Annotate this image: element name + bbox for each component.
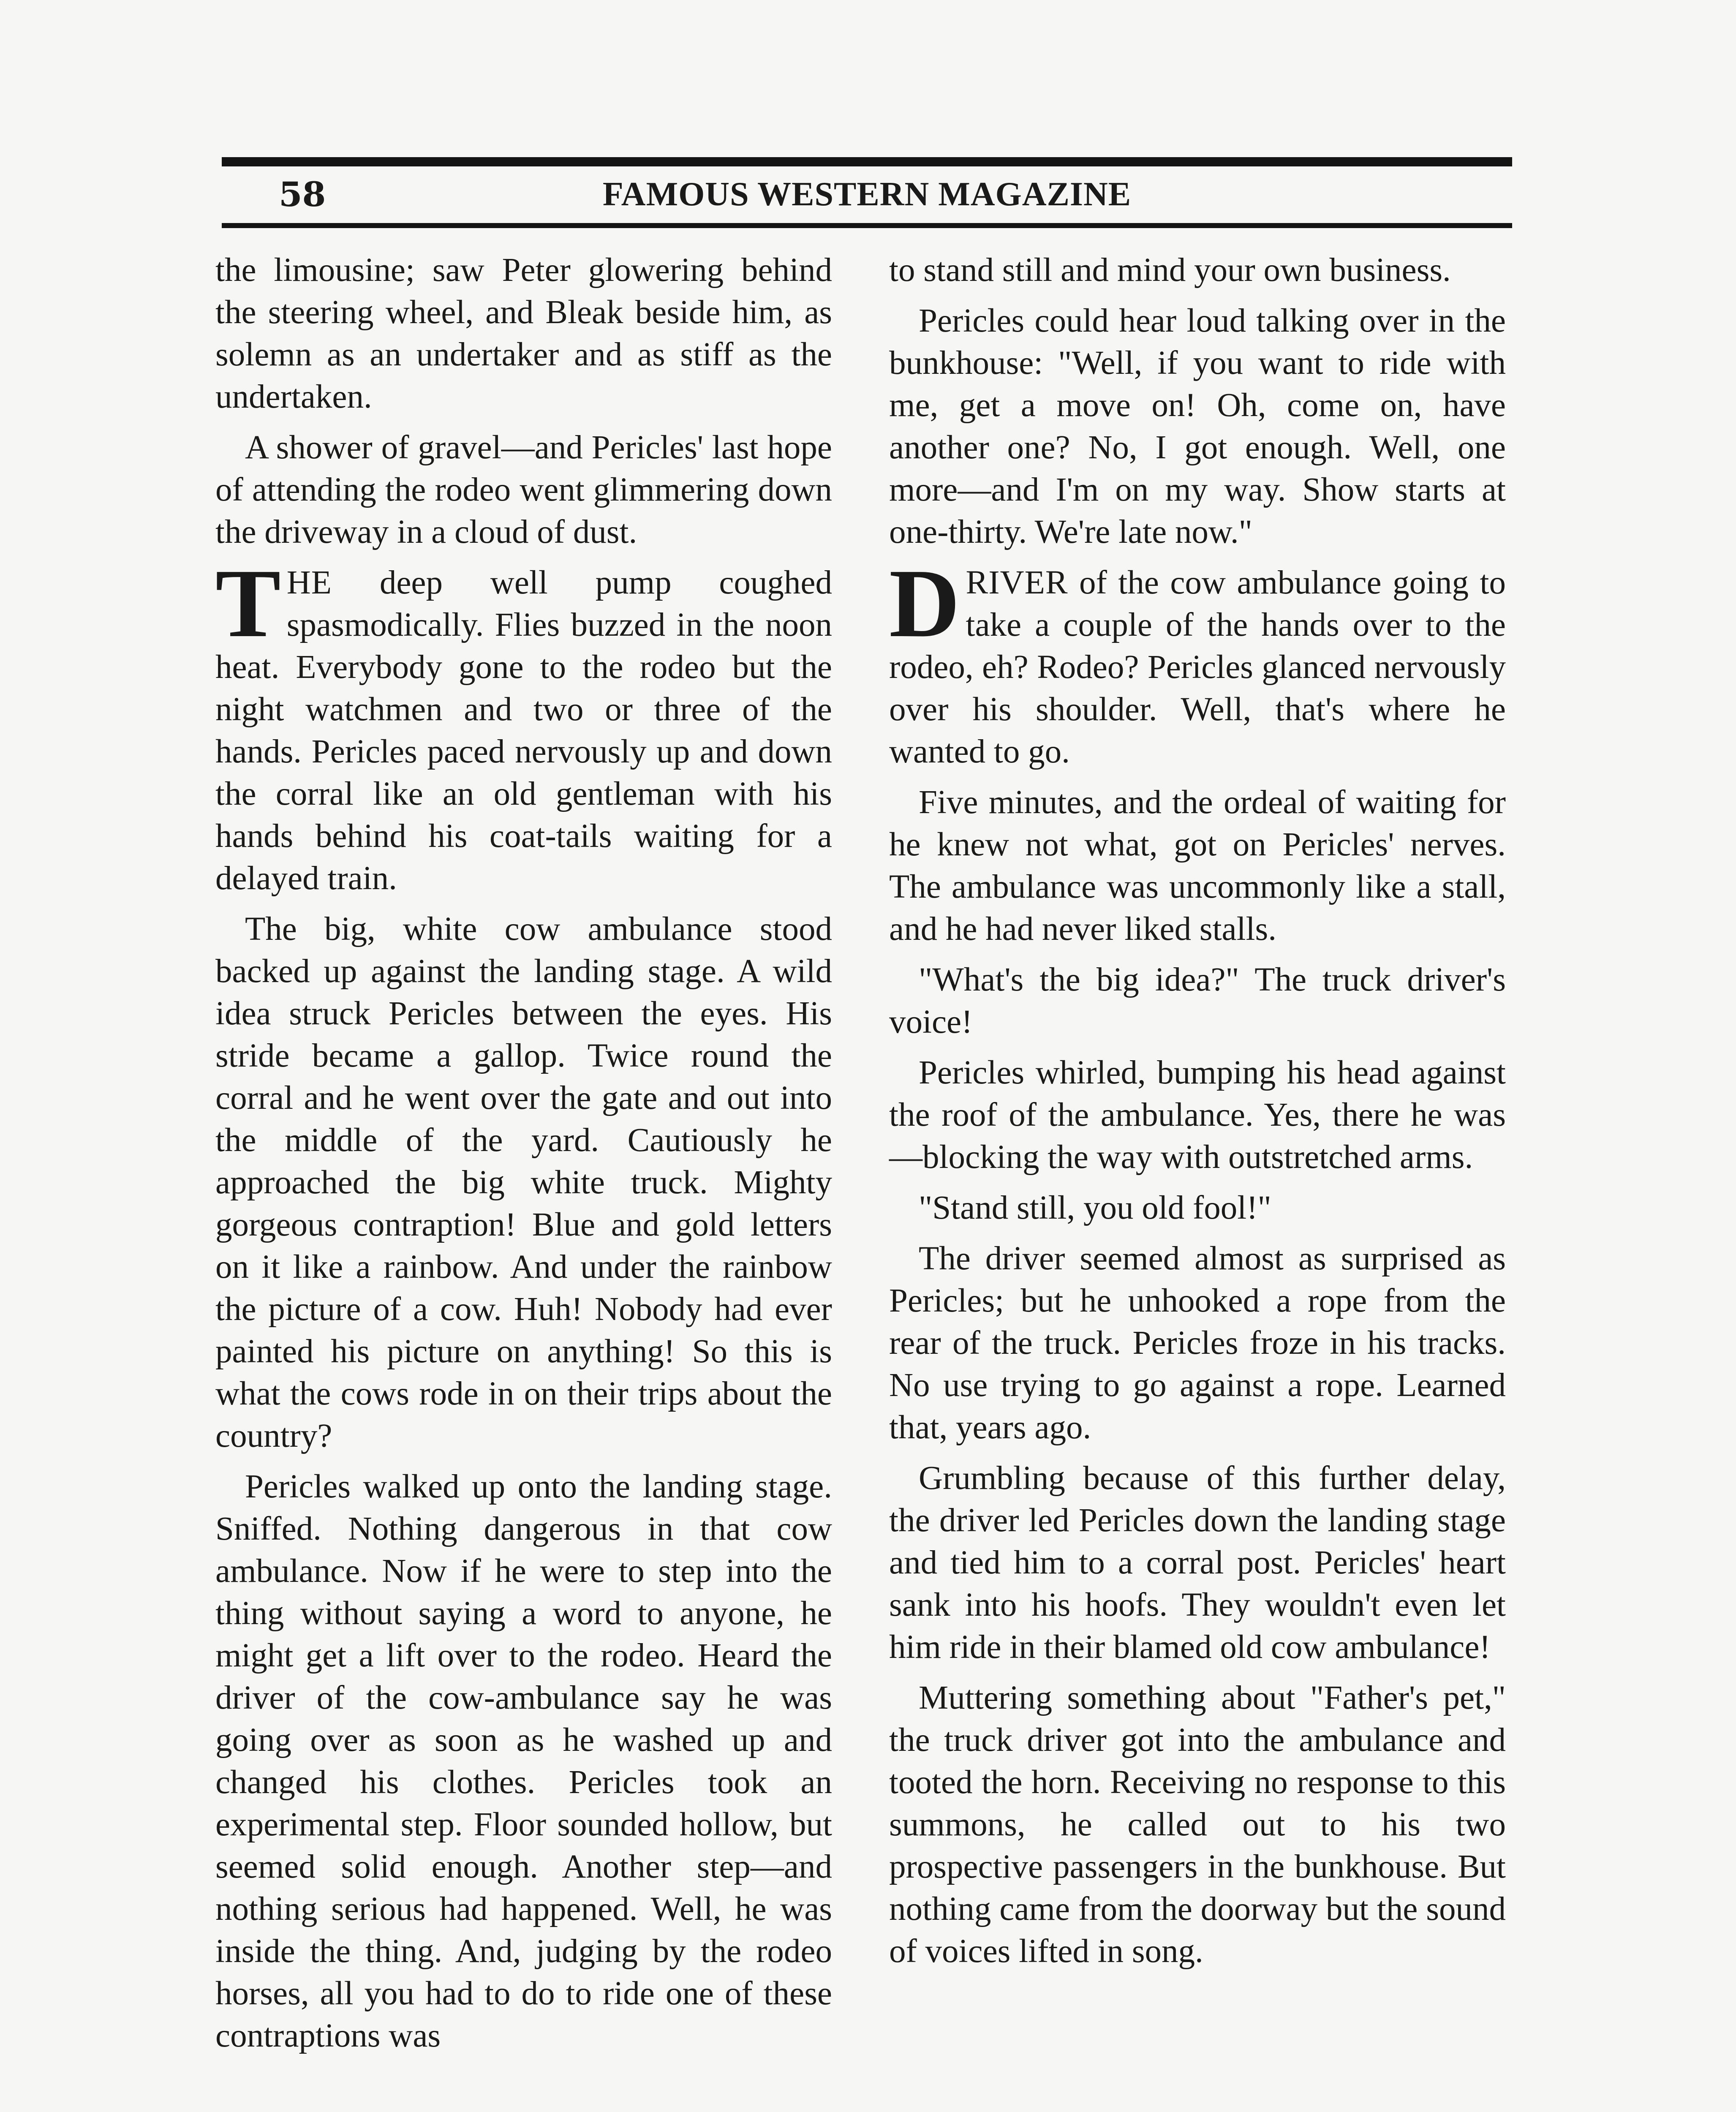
paragraph: to stand still and mind your own business. [889, 252, 1451, 288]
paragraph-dropcap [215, 549, 832, 900]
paragraph-text: deep well pump coughed spasmodically. Flies buzzed in the noon heat. Everybody gone to the rodeo but the night watchmen and two or three of the hands. Pericles paced nervously up and down the corral like an old gentleman with his hands behind his coat-tails waiting for a delayed train. [215, 564, 832, 897]
paragraph: "What's the big idea?" The truck driver's voice! [889, 961, 1506, 1040]
paragraph: The driver seemed almost as surprised as Pericles; but he unhooked a rope from the rear of the truck. Pericles froze in his tracks. No use trying to go against a rope. Learned that, years ago. [889, 1240, 1506, 1446]
paragraph: the limousine; saw Peter glowering behind the steering wheel, and Bleak beside him, as solemn as an undertaker and as stiff as the undertaken. [215, 252, 832, 415]
small-caps-lead: RIVER [966, 564, 1068, 601]
paragraph: "Stand still, you old fool!" [919, 1189, 1271, 1226]
paragraph: Muttering something about "Father's pet," the truck driver got into the ambulance and tooted the horn. Receiving no response to this summons, he called out to his two prospective passengers in the bunkhouse. But nothing came from the doorway but the sound of voices lifted in song. [889, 1679, 1506, 1970]
drop-cap: T [215, 549, 281, 658]
left-column [215, 249, 832, 2066]
magazine-title: FAMOUS WESTERN MAGAZINE [602, 176, 1132, 213]
paragraph: Pericles could hear loud talking over in the bunkhouse: "Well, if you want to ride with me, get a move on! Oh, come on, have another one? No, I got enough. Well, one more—and I'm on my way. Show starts at one-thirty. We're late now." [889, 302, 1506, 550]
paragraph: Five minutes, and the ordeal of waiting for he knew not what, got on Pericles' nerves. The ambulance was uncommonly like a stall, and he had never liked stalls. [889, 784, 1506, 947]
paragraph: Grumbling because of this further delay, the driver led Pericles down the landing stage and tied him to a corral post. Pericles' heart sank into his hoofs. They wouldn't even let him ride in their blamed old cow ambulance! [889, 1460, 1506, 1666]
paragraph: Pericles walked up onto the landing stage. Sniffed. Nothing dangerous in that cow ambulance. Now if he were to step into the thing without saying a word to anyone, he might get a lift over to the rodeo. Heard the driver of the cow-ambulance say he was going over as soon as he washed up and changed his clothes. Pericles took an experimental step. Floor sounded hollow, but seemed solid enough. Another step—and nothing serious had happened. Well, he was inside the thing. And, judging by the rodeo horses, all you had to do to ride one of these contraptions was [215, 1468, 832, 2054]
paragraph-dropcap [889, 549, 1506, 773]
paragraph-text: of the cow ambulance going to take a couple of the hands over to the rodeo, eh? Rodeo? Pericles glanced nervously over his shoulder. Well, that's where he wanted to go. [889, 564, 1506, 770]
page-number: 58 [279, 174, 326, 214]
paragraph: A shower of gravel—and Pericles' last hope of attending the rodeo went glimmering down the driveway in a cloud of dust. [215, 429, 832, 550]
drop-cap: D [889, 549, 960, 658]
page-header [222, 169, 1512, 220]
paragraph: The big, white cow ambulance stood backed up against the landing stage. A wild idea struck Pericles between the eyes. His stride became a gallop. Twice round the corral and he went over the gate and out into the middle of the yard. Cautiously he approached the big white truck. Mighty gorgeous contraption! Blue and gold letters on it like a rainbow. And under the rainbow the picture of a cow. Huh! Nobody had ever painted his picture on anything! So this is what the cows rode in on their trips about the country? [215, 911, 832, 1454]
right-column [889, 249, 1506, 1981]
small-caps-lead: HE [286, 564, 332, 601]
paragraph: Pericles whirled, bumping his head against the roof of the ambulance. Yes, there he was—blocking the way with outstretched arms. [889, 1054, 1506, 1176]
header-rule-bottom [222, 223, 1512, 228]
header-rule-top [222, 157, 1512, 166]
